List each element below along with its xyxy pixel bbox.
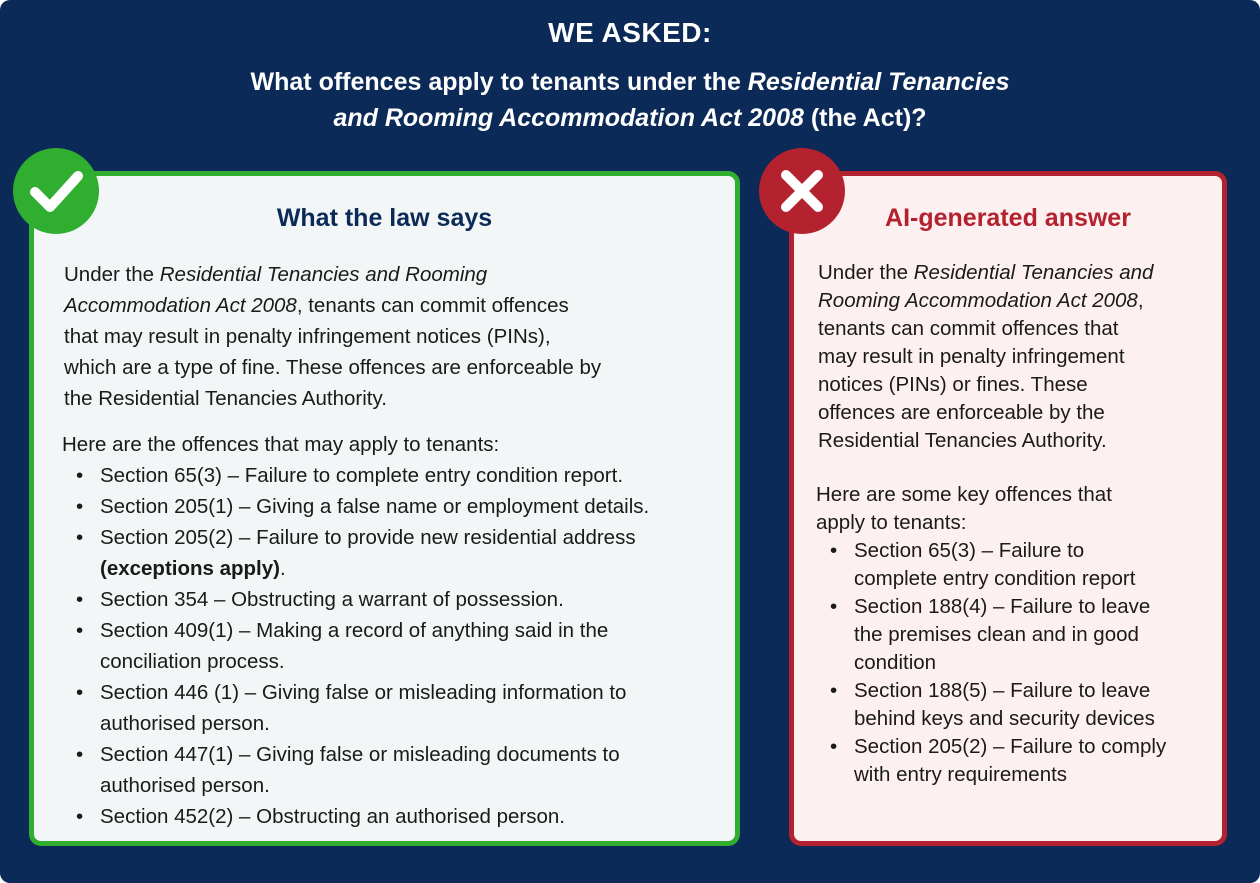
list-item-text: Section 446 (1) – Giving false or misleading information to — [100, 681, 627, 704]
list-item-continuation: authorised person. — [100, 774, 270, 797]
ai-intro-line-7: Residential Tenancies Authority. — [818, 429, 1107, 452]
list-item-text: Section 409(1) – Making a record of anything said in the — [100, 619, 609, 642]
bullet-icon: • — [76, 619, 84, 642]
act-name-part-2: and Rooming Accommodation Act 2008 — [333, 104, 804, 132]
exceptions-apply-note: (exceptions apply) — [100, 557, 280, 580]
list-item — [72, 739, 722, 801]
law-offence-list — [72, 460, 722, 832]
ai-intro-act-b: Rooming Accommodation Act 2008 — [818, 289, 1138, 312]
ai-intro-line-4: may result in penalty infringement — [818, 345, 1125, 368]
ai-intro-line-6: offences are enforceable by the — [818, 401, 1105, 424]
bullet-icon: • — [830, 595, 838, 618]
ai-lead-line-1: Here are some key offences that — [816, 483, 1112, 506]
law-list-lead: Here are the offences that may apply to tenants: — [62, 433, 500, 456]
ai-intro-line-2 — [818, 287, 1213, 315]
law-intro-line-3: that may result in penalty infringement notices (PINs), — [64, 325, 551, 348]
bullet-icon: • — [76, 495, 84, 518]
list-item-text: Section 188(4) – Failure to leave — [854, 595, 1151, 618]
ai-intro-line-1 — [818, 259, 1213, 287]
bullet-icon: • — [76, 681, 84, 704]
list-item — [826, 733, 1211, 789]
act-name-part-1: Residential Tenancies — [747, 68, 1010, 96]
ai-intro-line-3: tenants can commit offences that — [818, 317, 1119, 340]
bullet-icon: • — [76, 805, 84, 828]
ai-offence-list — [826, 537, 1211, 789]
check-icon — [13, 148, 99, 234]
ai-intro-act-a: Residential Tenancies and — [913, 261, 1154, 284]
ai-panel-title: AI-generated answer — [885, 204, 1131, 232]
bullet-icon: • — [76, 526, 84, 549]
list-item — [826, 677, 1211, 733]
ai-list-lead — [816, 481, 1211, 537]
law-intro-line-2 — [64, 290, 724, 321]
list-item-continuation: condition — [854, 651, 937, 674]
list-item-continuation: the premises clean and in good — [854, 623, 1139, 646]
list-item-text: Section 205(2) – Failure to provide new residential address — [100, 526, 636, 549]
bullet-icon: • — [830, 539, 838, 562]
list-item-continuation: complete entry condition report — [854, 567, 1136, 590]
question-text — [0, 64, 1260, 136]
law-intro-act-b: Accommodation Act 2008 — [64, 294, 297, 317]
law-intro-line-2-rest: , tenants can commit offences — [296, 294, 569, 317]
law-intro-act-a: Residential Tenancies and Rooming — [159, 263, 488, 286]
question-prefix: What offences apply to tenants under the — [250, 68, 748, 96]
list-item — [72, 522, 722, 584]
list-item — [72, 460, 722, 491]
bullet-icon: • — [830, 679, 838, 702]
list-item — [72, 801, 722, 832]
list-item — [72, 615, 722, 677]
law-intro-line-1 — [64, 259, 724, 290]
list-item-text: Section 65(3) – Failure to complete entry condition report. — [100, 464, 624, 487]
we-asked-heading: WE ASKED: — [548, 17, 712, 48]
list-item-end: . — [280, 557, 286, 580]
list-item — [826, 537, 1211, 593]
list-item-continuation: behind keys and security devices — [854, 707, 1155, 730]
ai-lead-line-2: apply to tenants: — [816, 511, 967, 534]
list-item-continuation: with entry requirements — [854, 763, 1068, 786]
law-panel-title: What the law says — [276, 204, 493, 232]
list-item — [826, 593, 1211, 677]
list-item-text: Section 65(3) – Failure to — [854, 539, 1085, 562]
law-intro-pre: Under the — [64, 263, 160, 286]
list-item-text: Section 205(1) – Giving a false name or employment details. — [100, 495, 650, 518]
law-panel — [29, 171, 740, 846]
list-item-continuation: conciliation process. — [100, 650, 285, 673]
ai-intro-pre: Under the — [818, 261, 914, 284]
law-intro-paragraph — [64, 259, 724, 414]
bullet-icon: • — [76, 743, 84, 766]
bullet-icon: • — [76, 464, 84, 487]
law-intro-line-4: which are a type of fine. These offences are enforceable by — [64, 356, 602, 379]
question-suffix: (the Act)? — [803, 104, 927, 132]
ai-intro-paragraph — [818, 259, 1213, 455]
list-item-text: Section 452(2) – Obstructing an authorised person. — [100, 805, 565, 828]
question-line-1 — [0, 64, 1260, 100]
ai-panel — [789, 171, 1227, 846]
ai-intro-line-5: notices (PINs) or fines. These — [818, 373, 1088, 396]
cross-icon — [759, 148, 845, 234]
list-item — [72, 584, 722, 615]
list-item — [72, 677, 722, 739]
question-line-2 — [0, 100, 1260, 136]
list-item-text: Section 188(5) – Failure to leave — [854, 679, 1151, 702]
ai-intro-line-2-rest: , — [1137, 289, 1144, 312]
list-item — [72, 491, 722, 522]
list-item-text: Section 447(1) – Giving false or misleading documents to — [100, 743, 620, 766]
list-item-continuation: authorised person. — [100, 712, 270, 735]
list-item-text: Section 205(2) – Failure to comply — [854, 735, 1167, 758]
list-item-text: Section 354 – Obstructing a warrant of possession. — [100, 588, 564, 611]
bullet-icon: • — [830, 735, 838, 758]
bullet-icon: • — [76, 588, 84, 611]
law-intro-line-5: the Residential Tenancies Authority. — [64, 387, 387, 410]
